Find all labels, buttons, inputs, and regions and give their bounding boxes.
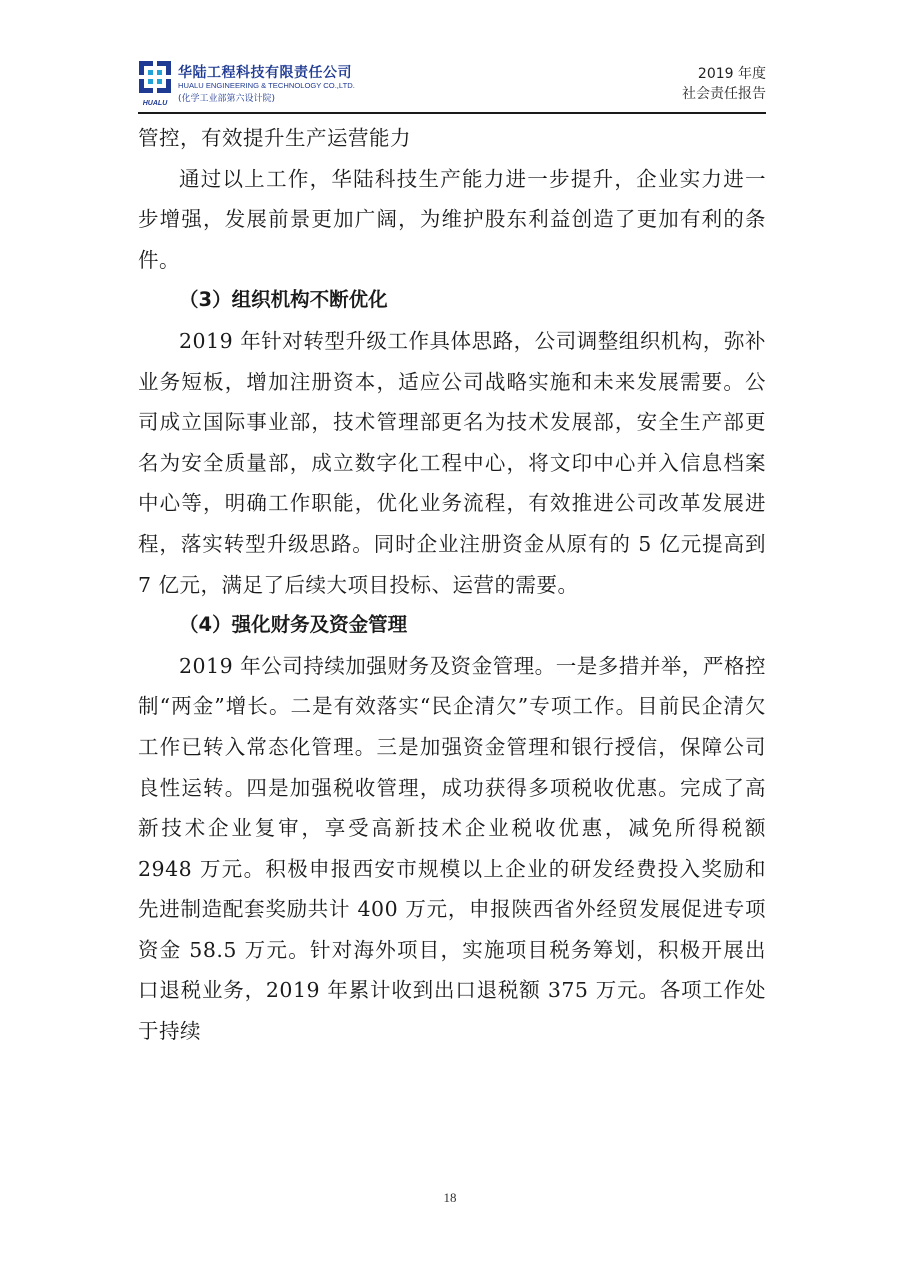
report-title: 社会责任报告 <box>682 86 766 102</box>
paragraph-finance: 2019 年公司持续加强财务及资金管理。一是多措并举，严格控制“两金”增长。二是有效落实“民企清欠”专项工作。目前民企清欠工作已转入常态化管理。三是加强资金管理和银行授信，保障公司良性运转。四是加强税收管理，成功获得多项税收优惠。完成了高新技术企业复审，享受高新技术企业税收优惠，减免所得税额 2948 万元。积极申报西安市规模以上企业的研发经费投入奖励和先进制造配套奖励共计 400 万元，申报陕西省外经贸发展促进专项资金 58.5 万元。针对海外项目，实施项目税务筹划，积极开展出口退税业务，2019 年累计收到出口退税额 375 万元。各项工作处于持续 <box>138 653 766 1044</box>
company-logo-icon <box>138 60 172 100</box>
section-heading-3: （3）组织机构不断优化 <box>179 288 388 312</box>
report-year: 2019 年度 <box>697 66 766 82</box>
logo-wordmark: HUALU <box>142 100 168 107</box>
page-body <box>138 118 766 1052</box>
paragraph-organization: 2019 年针对转型升级工作具体思路，公司调整组织机构，弥补业务短板，增加注册资本，适应公司战略实施和未来发展需要。公司成立国际事业部，技术管理部更名为技术发展部，安全生产部更名为安全质量部，成立数字化工程中心，将文印中心并入信息档案中心等，明确工作职能，优化业务流程，有效推进公司改革发展进程，落实转型升级思路。同时企业注册资金从原有的 5 亿元提高到 7 亿元，满足了后续大项目投标、运营的需要。 <box>138 328 766 597</box>
report-label <box>682 64 766 104</box>
section-heading-4: （4）强化财务及资金管理 <box>179 613 408 637</box>
header-divider <box>138 112 766 114</box>
company-name-cn: 华陆工程科技有限责任公司 <box>178 65 352 81</box>
page-header <box>138 60 766 108</box>
paragraph-summary: 通过以上工作，华陆科技生产能力进一步提升，企业实力进一步增强，发展前景更加广阔，为维护股东利益创造了更加有利的条件。 <box>138 166 766 272</box>
page-number: 18 <box>443 1190 457 1205</box>
company-name-en: HUALU ENGINEERING & TECHNOLOGY CO.,LTD. <box>178 81 355 90</box>
company-subtitle: (化学工业部第六设计院) <box>178 94 276 104</box>
paragraph-continuation: 管控，有效提升生产运营能力 <box>138 126 411 150</box>
